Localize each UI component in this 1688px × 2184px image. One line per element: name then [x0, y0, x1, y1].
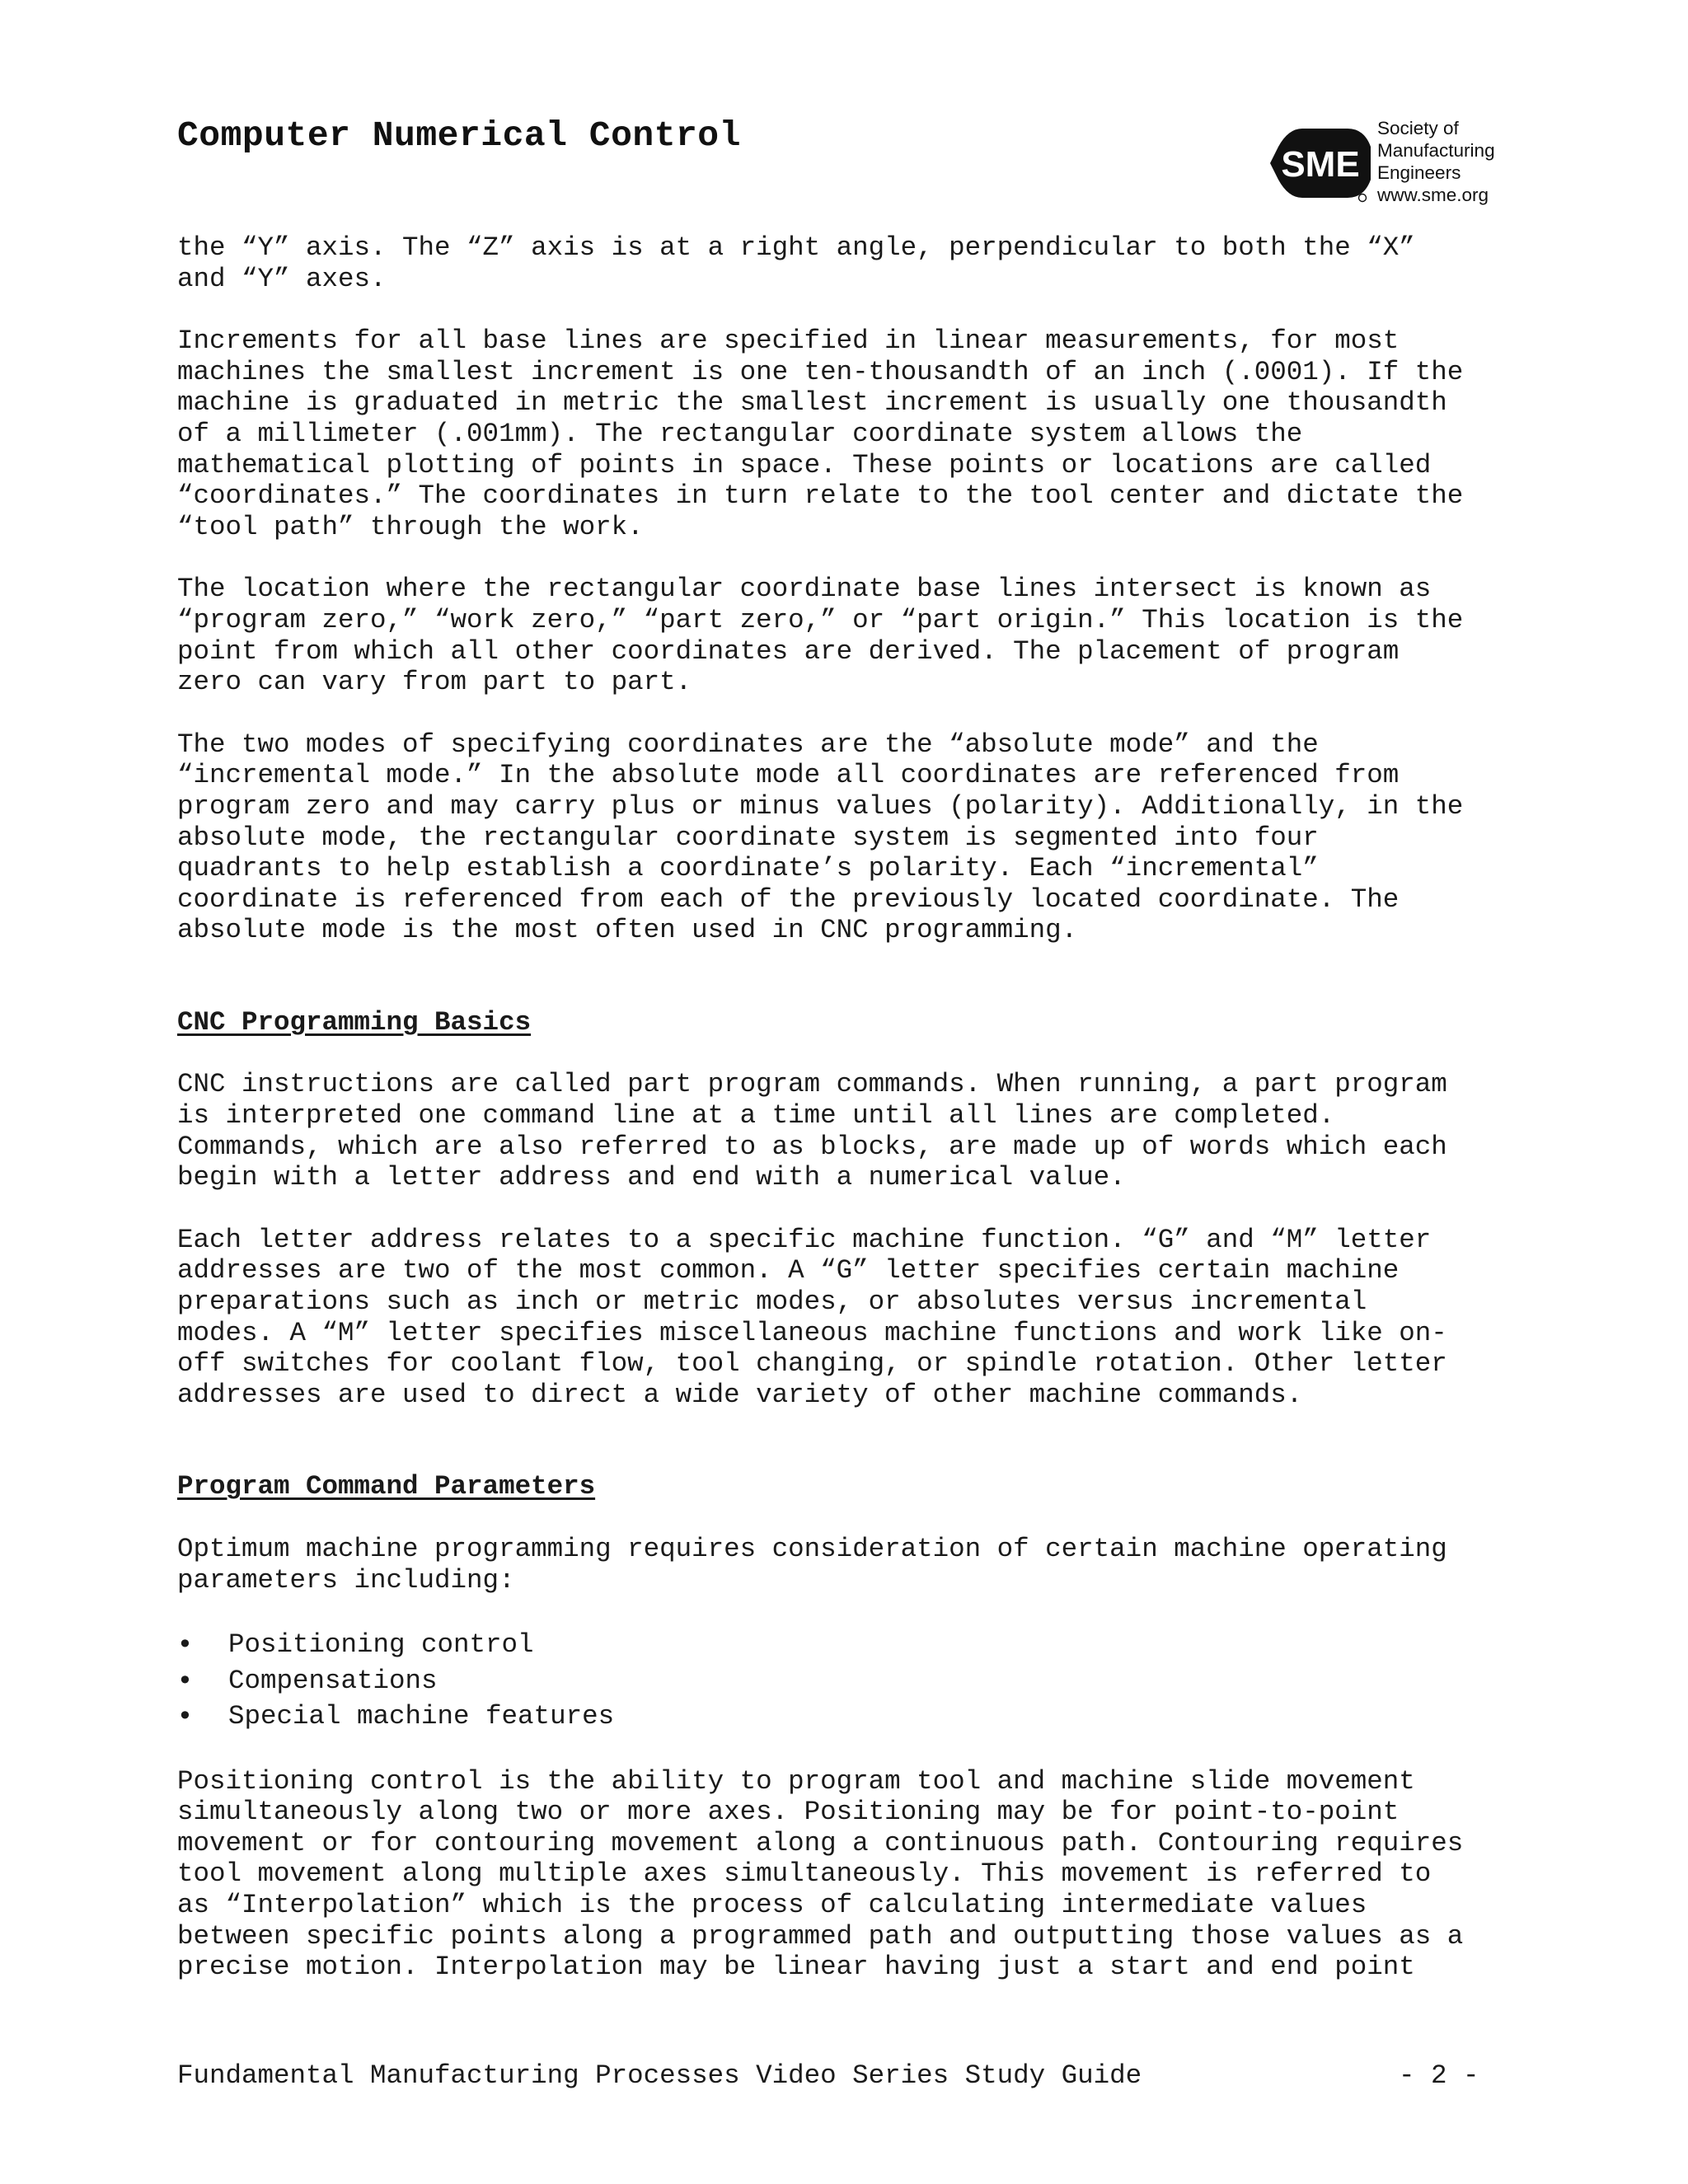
page-number: - 2 -	[1399, 2060, 1479, 2091]
bullet-icon: •	[177, 1700, 193, 1732]
section-heading-cnc-basics: CNC Programming Basics	[177, 1006, 532, 1038]
paragraph-increments: Increments for all base lines are specified in linear measurements, for most machines the smallest increment is one ten-thousandth of an inch (.0001). If the machine is graduated in metric the smallest increment is usually one thousandth of a millimeter (.001mm). The rectangular coordinate system allows the mathematical plotting of points in space. These points or locations are called “coordinates.” The coordinates in turn relate to the tool center and dictate the “tool path” through the work.	[177, 326, 1464, 542]
sme-logo	[1265, 114, 1537, 213]
section-heading-command-parameters: Program Command Parameters	[177, 1471, 596, 1502]
bullet-icon: •	[177, 1664, 193, 1696]
paragraph-program-zero: The location where the rectangular coordinate base lines intersect is known as “program zero,” “work zero,” “part zero,” or “part origin.” This location is the point from which all other coordinates are derived. The placement of program zero can vary from part to part.	[177, 574, 1464, 698]
paragraph-optimum: Optimum machine programming requires consideration of certain machine operating parameters including:	[177, 1534, 1447, 1596]
parameter-list	[177, 1627, 1512, 1735]
logo-line-4: www.sme.org	[1377, 185, 1489, 205]
document-body	[177, 232, 1512, 2014]
bullet-icon: •	[177, 1629, 193, 1661]
list-item: • Special machine features	[177, 1699, 1512, 1735]
list-item: • Positioning control	[177, 1627, 1512, 1663]
paragraph-axes: the “Y” axis. The “Z” axis is at a right angle, perpendicular to both the “X” and “Y” axes.	[177, 232, 1415, 294]
page-title: Computer Numerical Control	[177, 115, 741, 156]
paragraph-cnc-instructions: CNC instructions are called part program commands. When running, a part program is interpreted one command line at a time until all lines are completed. Commands, which are also referred to as blocks, are made up of words which each begin with a letter address and end with a numerical value.	[177, 1069, 1447, 1193]
logo-line-2: Manufacturing	[1377, 140, 1495, 161]
sme-logo-icon	[1265, 122, 1376, 204]
paragraph-modes: The two modes of specifying coordinates are the “absolute mode” and the “incremental mode.” In the absolute mode all coordinates are referenced from program zero and may carry plus or minus values (polarity). Additionally, in the absolute mode, the rectangular coordinate system is segmented into four quadrants to help establish a coordinate’s polarity. Each “incremental” coordinate is referenced from each of the previously located coordinate. The absolute mode is the most often used in CNC programming.	[177, 729, 1464, 946]
sme-logo-text	[1377, 117, 1495, 206]
footer-text: Fundamental Manufacturing Processes Video Series Study Guide	[177, 2060, 1142, 2091]
sme-logo-mark-text: SME	[1281, 144, 1360, 185]
paragraph-letter-address: Each letter address relates to a specific machine function. “G” and “M” letter addresses are two of the most common. A “G” letter specifies certain machine preparations such as inch or metric modes, or absolutes versus incremental modes. A “M” letter specifies miscellaneous machine functions and work like on- off switches for coolant flow, tool changing, or spindle rotation. Other letter addresses are used to direct a wide variety of other machine commands.	[177, 1224, 1447, 1410]
list-item: • Compensations	[177, 1663, 1512, 1699]
paragraph-positioning: Positioning control is the ability to program tool and machine slide movement simultaneously along two or more axes. Positioning may be for point-to-point movement or for contouring movement along a continuous path. Contouring requires tool movement along multiple axes simultaneously. This movement is referred to as “Interpolation” which is the process of calculating intermediate values between specific points along a programmed path and outputting those values as a precise motion. Interpolation may be linear having just a start and end point	[177, 1765, 1464, 1983]
logo-line-1: Society of	[1377, 118, 1459, 138]
logo-line-3: Engineers	[1377, 162, 1461, 183]
